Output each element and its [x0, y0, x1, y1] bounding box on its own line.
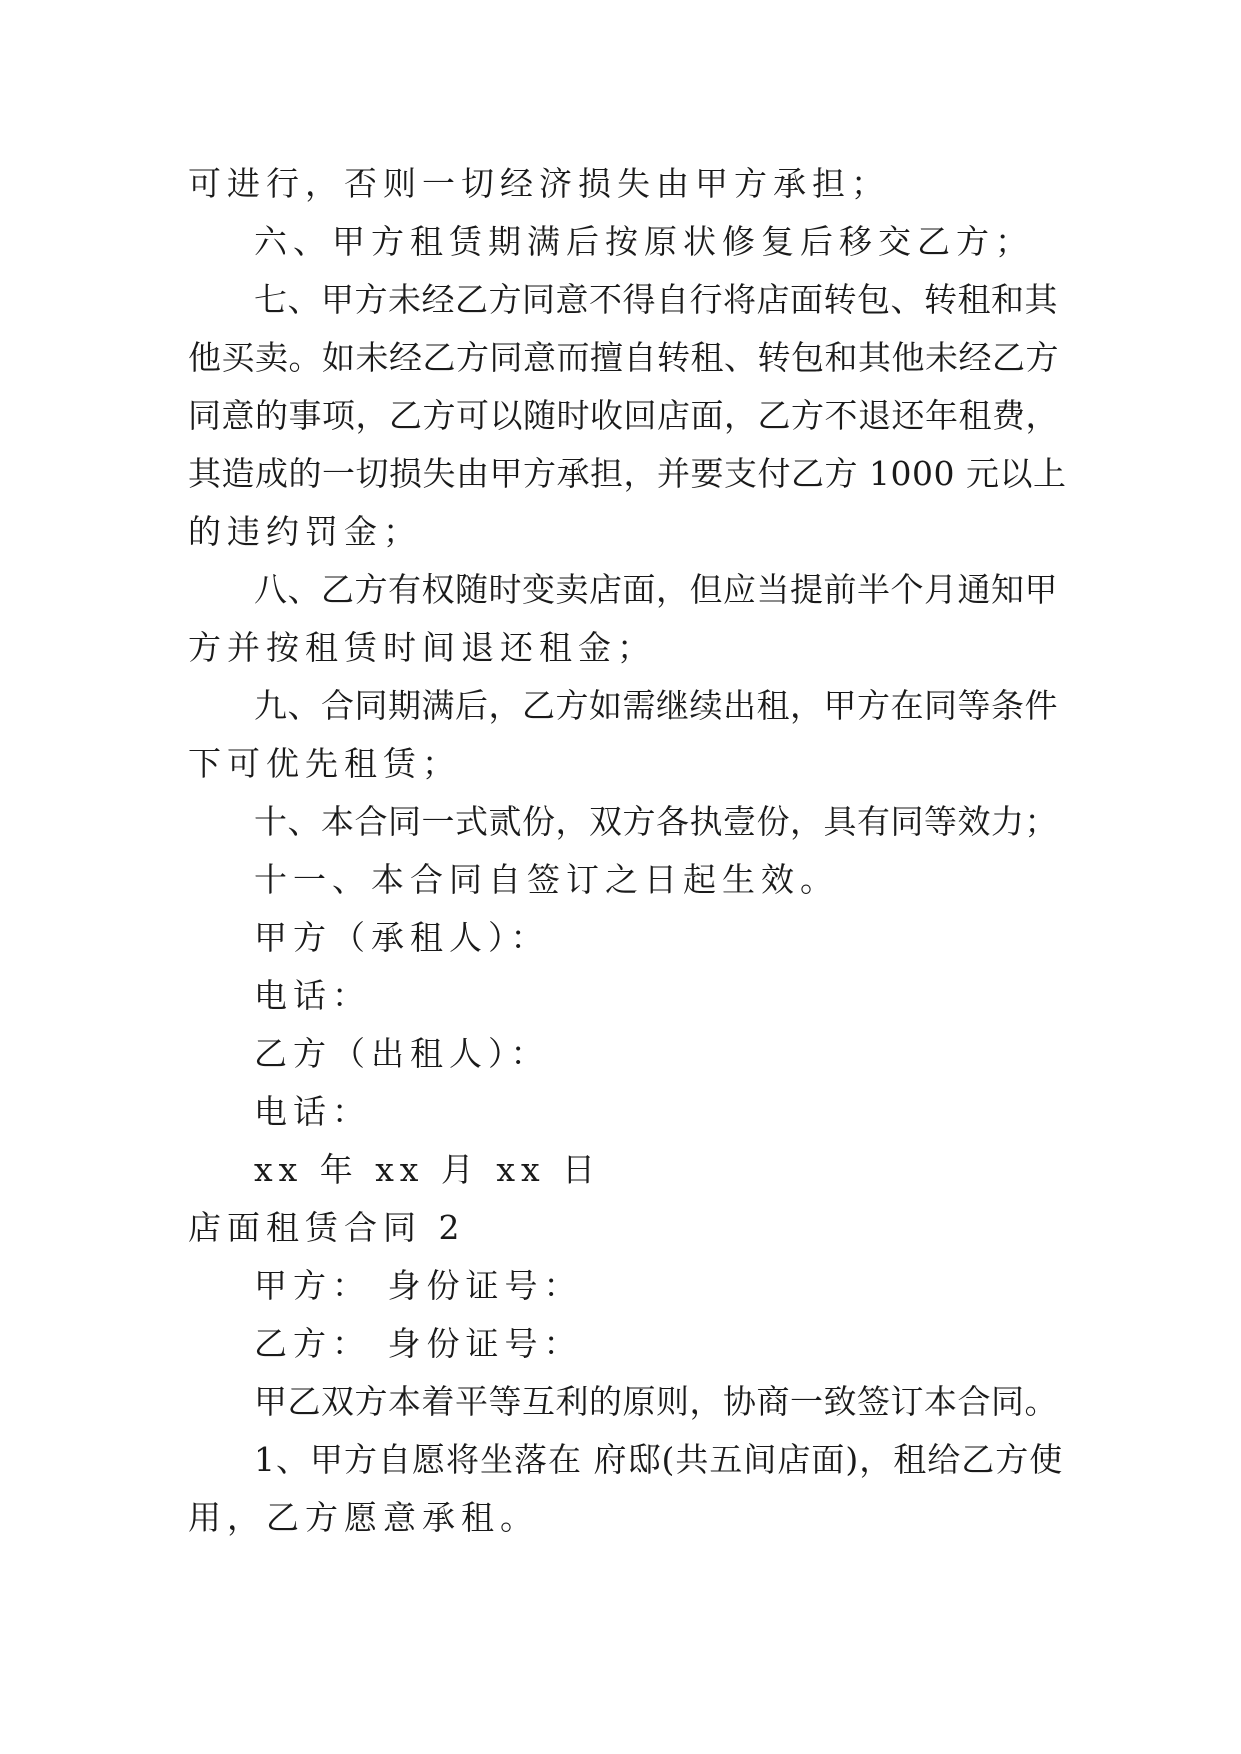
text-line: 十一、本合同自签订之日起生效。	[254, 860, 839, 899]
phone-label: 电话：	[254, 1092, 371, 1131]
text-line: 可进行，否则一切经济损失由甲方承担；	[188, 164, 890, 203]
date-line: xx 年 xx 月 xx 日	[254, 1150, 602, 1189]
text-line: 1、甲方自愿将坐落在 府邸(共五间店面)，租给乙方使	[254, 1440, 1064, 1479]
party-b-id-line: 乙方： 身份证号：	[254, 1324, 583, 1363]
text-line: 甲乙双方本着平等互利的原则，协商一致签订本合同。	[254, 1382, 1058, 1421]
text-line: 六、甲方租赁期满后按原状修复后移交乙方；	[254, 222, 1034, 261]
text-line: 十、本合同一式贰份，双方各执壹份，具有同等效力；	[254, 802, 1058, 841]
text-line: 下可优先租赁；	[188, 744, 461, 783]
section-title: 店面租赁合同 2	[188, 1208, 466, 1247]
text-line: 方并按租赁时间退还租金；	[188, 628, 656, 667]
text-line: 他买卖。如未经乙方同意而擅自转租、转包和其他未经乙方	[188, 338, 1059, 377]
text-line: 九、合同期满后，乙方如需继续出租，甲方在同等条件	[254, 686, 1058, 725]
text-line: 用，乙方愿意承租。	[188, 1498, 539, 1537]
text-line: 的违约罚金；	[188, 512, 422, 551]
phone-label: 电话：	[254, 976, 371, 1015]
signature-party-b-label: 乙方（出租人）：	[254, 1034, 550, 1073]
signature-party-a-label: 甲方（承租人）：	[254, 918, 550, 957]
document-body	[188, 155, 1068, 1547]
text-line: 其造成的一切损失由甲方承担，并要支付乙方 1000 元以上	[188, 454, 1067, 493]
text-line: 八、乙方有权随时变卖店面，但应当提前半个月通知甲	[254, 570, 1058, 609]
text-line: 七、甲方未经乙方同意不得自行将店面转包、转租和其	[254, 280, 1058, 319]
text-line: 同意的事项，乙方可以随时收回店面，乙方不退还年租费，	[188, 396, 1059, 435]
party-a-id-line: 甲方： 身份证号：	[254, 1266, 583, 1305]
